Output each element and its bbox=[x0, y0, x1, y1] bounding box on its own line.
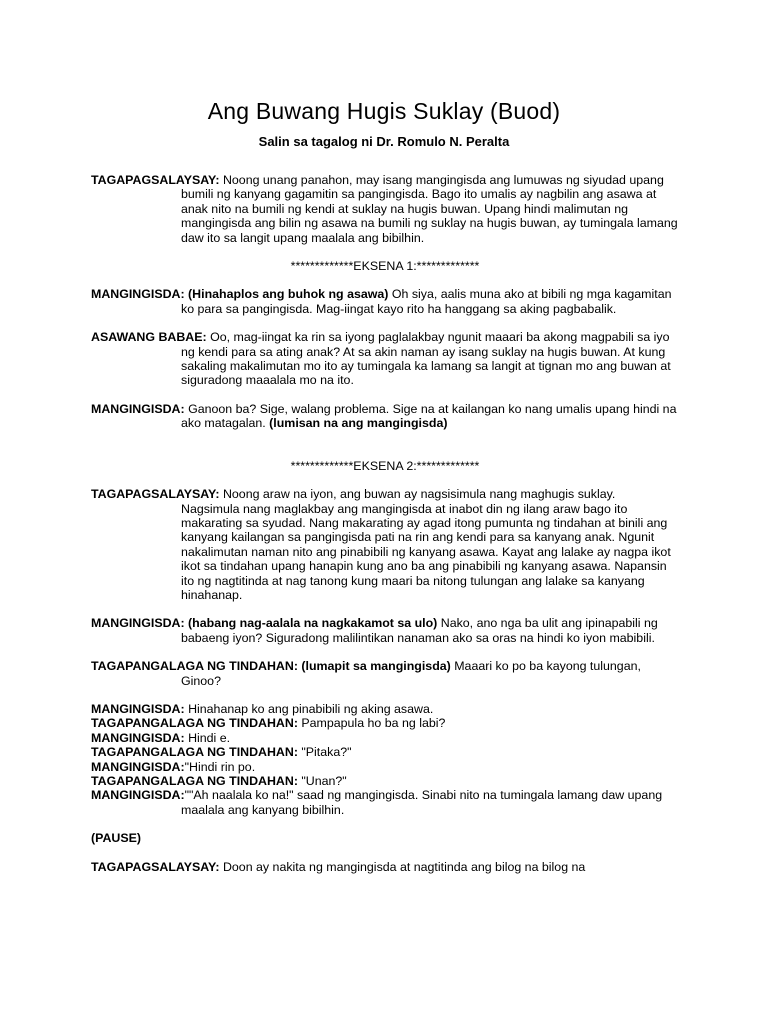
dialogue-line-3 bbox=[91, 731, 679, 745]
speaker-label: MANGINGISDA: (habang nag-aalala na nagkakamot sa ulo) bbox=[91, 616, 438, 631]
paragraph-mangingisda-2 bbox=[91, 402, 679, 431]
paragraph-text: Nako, ano nga ba ulit ang ipinapabili ng babaeng iyon? Siguradong malilintikan nanaman ako sa oras na hindi ko iyon mabibili. bbox=[181, 616, 658, 645]
speaker-label: MANGINGISDA: bbox=[91, 788, 185, 803]
dialogue-line-7 bbox=[91, 788, 679, 817]
paragraph-text: Pampapula ho ba ng labi? bbox=[297, 716, 446, 731]
speaker-label: TAGAPAGSALAYSAY: bbox=[91, 859, 220, 874]
speaker-label: MANGINGISDA: bbox=[91, 759, 185, 774]
paragraph-text: Oo, mag-iingat ka rin sa iyong paglalakbay ngunit maaari ba akong magpabili sa iyo ng kendi para sa ating anak? At sa akin naman ay isang suklay na hugis buwan. At kung sakaling makalimutan mo ito ay tumingala ka lamang sa langit at tignan mo ang buwan at siguradong maaalala mo na ito. bbox=[181, 330, 671, 388]
document-body bbox=[91, 173, 679, 874]
speaker-label: MANGINGISDA: bbox=[91, 701, 185, 716]
speaker-label: TAGAPANGALAGA NG TINDAHAN: bbox=[91, 745, 298, 760]
paragraph-text: Maaari ko po ba kayong tulungan, Ginoo? bbox=[181, 659, 641, 688]
speaker-label: TAGAPANGALAGA NG TINDAHAN: bbox=[91, 716, 298, 731]
speaker-label: ASAWANG BABAE: bbox=[91, 330, 207, 345]
paragraph-mangingisda-3 bbox=[91, 616, 679, 645]
page-subtitle: Salin sa tagalog ni Dr. Romulo N. Peralta bbox=[258, 134, 510, 149]
scene-heading-text: *************EKSENA 2:************* bbox=[290, 458, 480, 473]
paragraph-asawa bbox=[91, 330, 679, 388]
stage-direction: (lumisan na ang mangingisda) bbox=[269, 416, 448, 431]
scene-heading-2 bbox=[91, 459, 679, 473]
paragraph-text: Hinahanap ko ang pinabibili ng aking asawa. bbox=[184, 701, 434, 716]
speaker-label: MANGINGISDA: bbox=[91, 401, 185, 416]
paragraph-text: "Pitaka?" bbox=[297, 745, 352, 760]
paragraph-narrator-3 bbox=[91, 860, 679, 874]
paragraph-text: Noong unang panahon, may isang mangingisda ang lumuwas ng siyudad upang bumili ng kanyang gagamitin sa pangingisda. Bago ito umalis ay nagbilin ang asawa at anak nito na bumili ng kendi at suklay na hugis buwan. Upang hindi malimutan ng mangingisda ang bilin ng asawa na bumili ng suklay na hugis buwan, ay tumingala lamang daw ito sa langit upang maalala ang bibilhin. bbox=[181, 173, 678, 245]
speaker-label: TAGAPANGALAGA NG TINDAHAN: (lumapit sa mangingisda) bbox=[91, 659, 451, 674]
paragraph-text: "Unan?" bbox=[297, 774, 347, 788]
speaker-label: MANGINGISDA: (Hinahaplos ang buhok ng asawa) bbox=[91, 287, 389, 302]
paragraph-tindera-1 bbox=[91, 659, 679, 688]
dialogue-line-5 bbox=[91, 760, 679, 774]
paragraph-text: Oh siya, aalis muna ako at bibili ng mga kagamitan ko para sa pangingisda. Mag-iingat kayo rito ha hanggang sa aking pagbabalik. bbox=[181, 287, 672, 316]
paragraph-text: Hindi e. bbox=[184, 730, 231, 745]
paragraph-text: Ganoon ba? Sige, walang problema. Sige na at kailangan ko nang umalis upang hindi na ako matagalan. bbox=[181, 401, 677, 431]
pause-marker bbox=[91, 831, 679, 845]
paragraph-text: Noong araw na iyon, ang buwan ay nagsisimula nang maghugis suklay. bbox=[219, 487, 616, 502]
paragraph-text: ""Ah naalala ko na!" saad ng mangingisda. Sinabi nito na tumingala lamang daw upang maalala ang kanyang bibilhin. bbox=[181, 788, 663, 817]
paragraph-narrator-1 bbox=[91, 173, 679, 245]
dialogue-line-6 bbox=[91, 774, 679, 788]
paragraph-narration-indented: Nagsimula nang maglakbay ang mangingisda at inabot din ng ilang araw bago ito makarating sa syudad. Nang makarating ay agad itong pumunta ng tindahan at binili ang kanyang kailangan sa pangingisda pati na rin ang kendi para sa kanyang anak. Ngunit nakalimutan naman nito ang pinabibili ng kanyang asawa. Kayat ang lalake ay nagpa ikot ikot sa tindahan upang hanapin kung ano ba ang pinabibili ng kanyang asawa. Napansin ito ng nagtitinda at nag tanong kung maari ba nitong tulungan ang lalake sa kanyang hinahanap. bbox=[181, 501, 671, 602]
speaker-label: TAGAPANGALAGA NG TINDAHAN: bbox=[91, 774, 298, 788]
scene-heading-text: *************EKSENA 1:************* bbox=[290, 259, 480, 274]
dialogue-line-2 bbox=[91, 716, 679, 730]
paragraph-text: Doon ay nakita ng mangingisda at nagtitinda ang bilog na bilog na bbox=[219, 859, 586, 874]
dialogue-line-4 bbox=[91, 745, 679, 759]
pause-text: (PAUSE) bbox=[91, 831, 142, 846]
scene-heading-1 bbox=[91, 259, 679, 273]
speaker-label: TAGAPAGSALAYSAY: bbox=[91, 173, 220, 187]
speaker-label: TAGAPAGSALAYSAY: bbox=[91, 487, 220, 502]
paragraph-mangingisda-1 bbox=[91, 287, 679, 316]
speaker-label: MANGINGISDA: bbox=[91, 730, 185, 745]
paragraph-narrator-2 bbox=[91, 487, 679, 501]
paragraph-text: "Hindi rin po. bbox=[184, 759, 256, 774]
dialogue-line-1 bbox=[91, 702, 679, 716]
page-title: Ang Buwang Hugis Suklay (Buod) bbox=[207, 98, 561, 124]
